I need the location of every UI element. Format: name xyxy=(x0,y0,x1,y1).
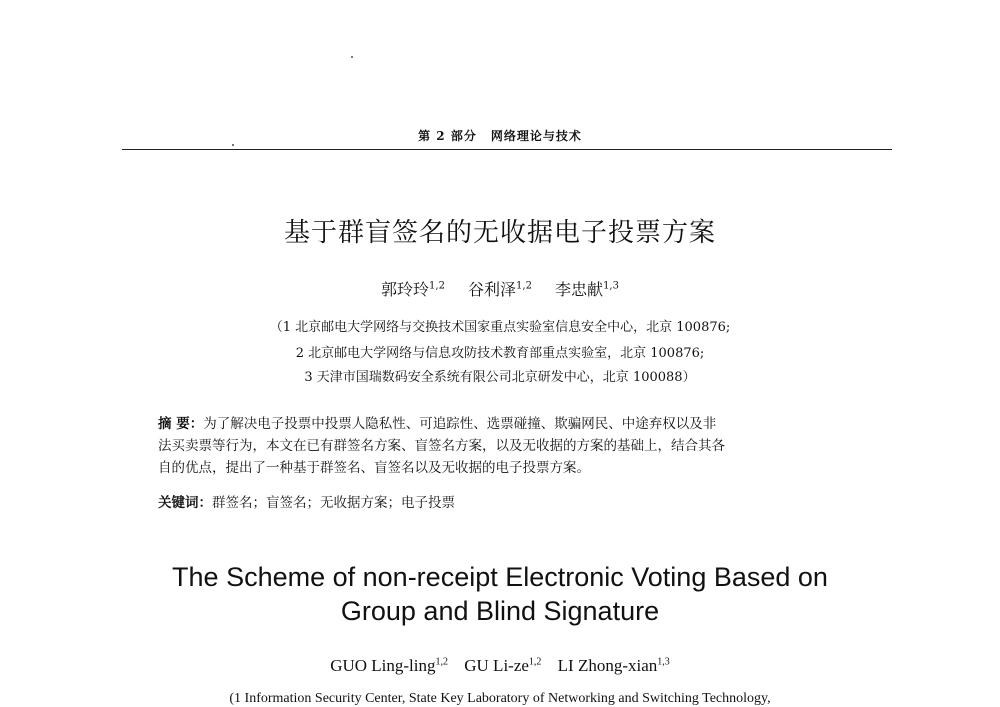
author-cn xyxy=(555,280,619,299)
author-cn xyxy=(468,280,532,299)
abstract xyxy=(158,413,858,479)
abstract-line: 为了解决电子投票中投票人隐私性、可追踪性、选票碰撞、欺骗网民、中途弃权以及非 xyxy=(203,416,717,432)
affiliation-cn: 2 北京邮电大学网络与信息攻防技术教育部重点实验室，北京 100876; xyxy=(295,346,705,361)
affiliation-cn: 3 天津市国瑞数码安全系统有限公司北京研发中心，北京 100088） xyxy=(304,370,696,385)
author-affil-mark: 1,2 xyxy=(516,280,532,292)
keywords-text: 群签名；盲签名；无收据方案；电子投票 xyxy=(212,495,455,511)
running-header xyxy=(0,127,1000,144)
abstract-line: 自的优点，提出了一种基于群签名、盲签名以及无收据的电子投票方案。 xyxy=(158,460,590,476)
paper-title-en-line2: Group and Blind Signature xyxy=(340,596,660,626)
affiliation-en: (1 Information Security Center, State Key Laboratory of Networking and Switching Technology, xyxy=(229,691,771,706)
author-name: 谷利泽 xyxy=(468,280,517,299)
paper-title-cn: 基于群盲签名的无收据电子投票方案 xyxy=(283,218,716,248)
running-header-part: 第 2 部分 xyxy=(418,129,477,143)
keywords xyxy=(158,491,455,511)
author-cn xyxy=(381,280,445,299)
header-rule xyxy=(122,149,892,150)
keywords-label: 关键词： xyxy=(158,495,212,511)
scan-speck xyxy=(351,56,353,58)
author-name: LI Zhong-xian xyxy=(557,656,658,675)
author-affil-mark: 1,3 xyxy=(603,280,619,292)
affiliation-cn: （1 北京邮电大学网络与交换技术国家重点实验室信息安全中心，北京 100876; xyxy=(269,320,731,335)
scan-speck xyxy=(232,144,234,146)
author-name: GUO Ling-ling xyxy=(330,656,436,675)
author-name: 郭玲玲 xyxy=(381,280,430,299)
author-en xyxy=(558,656,670,675)
author-en xyxy=(464,656,541,675)
author-affil-mark: 1,3 xyxy=(657,656,670,668)
author-name: 李忠献 xyxy=(555,280,604,299)
author-list-cn xyxy=(0,277,1000,300)
paper-title-en-line1: The Scheme of non-receipt Electronic Voting Based on xyxy=(172,562,828,592)
author-affil-mark: 1,2 xyxy=(435,656,448,668)
abstract-line: 法买卖票等行为，本文在已有群签名方案、盲签名方案，以及无收据的方案的基础上，结合其各 xyxy=(158,438,725,454)
author-affil-mark: 1,2 xyxy=(528,656,542,668)
running-header-section: 网络理论与技术 xyxy=(490,129,582,143)
author-name: GU Li-ze xyxy=(464,656,529,675)
author-affil-mark: 1,2 xyxy=(429,280,445,292)
author-list-en xyxy=(0,656,1000,676)
paper-title-en xyxy=(0,560,1000,628)
author-en xyxy=(330,656,448,675)
abstract-label: 摘 要： xyxy=(158,416,204,432)
